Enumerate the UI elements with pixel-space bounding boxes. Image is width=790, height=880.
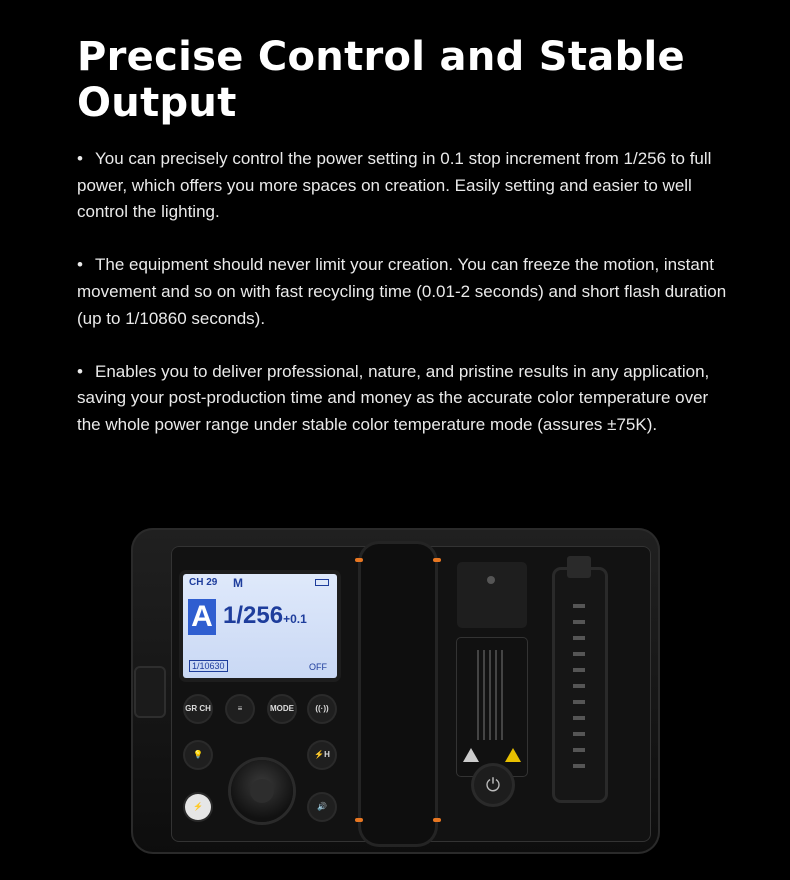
lcd-sync: 1/10630 [189, 660, 228, 672]
caution-icon [463, 748, 479, 762]
bullet-marker: • [77, 255, 83, 275]
control-dial [231, 760, 293, 822]
lcd-modeling: OFF [309, 662, 327, 672]
sync-socket [457, 562, 527, 628]
hss-button: ⚡H [309, 742, 335, 768]
rating-label [457, 638, 527, 776]
lcd-power [223, 602, 307, 630]
feature-item [77, 359, 727, 439]
lcd-channel: CH 29 [189, 577, 218, 588]
side-latch [134, 666, 166, 718]
lamp-button: 💡 [185, 742, 211, 768]
bullet-marker: • [77, 361, 83, 381]
lcd-mode: M [233, 576, 243, 590]
title-line-1: Precise Control and Stable [77, 34, 685, 80]
label-text-graphic [477, 650, 507, 740]
handle-accent [433, 818, 441, 822]
lcd-power-step: +0.1 [283, 612, 307, 626]
carry-handle [361, 544, 435, 844]
feature-item [77, 146, 727, 226]
bullet-marker: • [77, 149, 83, 168]
sound-button: 🔊 [309, 794, 335, 820]
control-panel [171, 546, 651, 842]
rail-clip [567, 556, 591, 578]
feature-item [77, 252, 727, 332]
flash-unit-image [131, 528, 660, 854]
mode-button: MODE [269, 696, 295, 722]
menu-button: ≡ [227, 696, 253, 722]
rail-contacts [573, 604, 585, 774]
battery-icon [315, 579, 329, 586]
warning-icon [505, 748, 521, 762]
handle-accent [355, 558, 363, 562]
title-line-2: Output [77, 80, 237, 126]
lcd-mode-letter: A [188, 599, 216, 635]
dial-knob [250, 779, 274, 803]
power-button: ⏻ [474, 766, 512, 804]
battery-rail [555, 570, 605, 800]
feature-text: Enables you to deliver professional, nature, and pristine results in any application, saving your post-production time and money as the accurate color temperature over the whole power range under stable color temperature mode (assures ±75K). [77, 361, 710, 434]
group-channel-button: GR CH [185, 696, 211, 722]
handle-accent [433, 558, 441, 562]
feature-text: You can precisely control the power setting in 0.1 stop increment from 1/256 to full power, which offers you more spaces on creation. Easily setting and easier to well control the lighting. [77, 149, 712, 222]
lcd-screen [183, 574, 337, 678]
feature-list [77, 146, 727, 465]
wireless-button: ((·)) [309, 696, 335, 722]
socket-hole [487, 576, 495, 584]
handle-accent [355, 818, 363, 822]
test-flash-button: ⚡ [185, 794, 211, 820]
page-title [77, 34, 737, 126]
lcd-power-value: 1/256 [223, 602, 284, 629]
feature-text: The equipment should never limit your creation. You can freeze the motion, instant movement and so on with fast recycling time (0.01-2 seconds) and short flash duration (up to 1/10860 seconds). [77, 255, 727, 328]
